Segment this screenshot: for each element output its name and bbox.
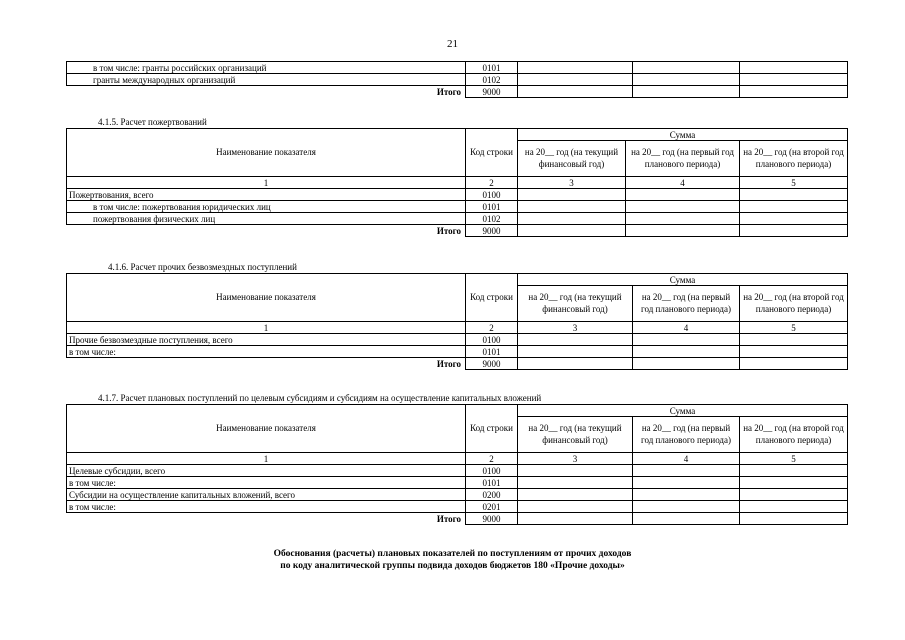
- value-cell[interactable]: [518, 189, 626, 201]
- header-sum: Сумма: [518, 274, 848, 286]
- value-cell[interactable]: [518, 346, 633, 358]
- section-title: 4.1.6. Расчет прочих безвозмездных поступлений: [108, 262, 297, 272]
- value-cell[interactable]: [518, 334, 633, 346]
- page-number: 21: [447, 38, 458, 50]
- col-number: 2: [466, 322, 518, 334]
- total-code: 9000: [466, 225, 518, 237]
- row-code: 0102: [466, 213, 518, 225]
- value-cell[interactable]: [518, 513, 633, 525]
- col-number: 2: [466, 453, 518, 465]
- header-code: Код строки: [466, 405, 518, 453]
- row-code: 0200: [466, 489, 518, 501]
- value-cell[interactable]: [633, 62, 740, 74]
- value-cell[interactable]: [518, 74, 633, 86]
- total-row: [67, 225, 848, 237]
- donations-table: [66, 128, 848, 237]
- header-code: Код строки: [466, 129, 518, 177]
- row-code: 0100: [466, 465, 518, 477]
- value-cell[interactable]: [633, 477, 740, 489]
- col-number: 2: [466, 177, 518, 189]
- row-name: в том числе: пожертвования юридических лиц: [67, 201, 466, 213]
- header-code: Код строки: [466, 274, 518, 322]
- total-code: 9000: [466, 86, 518, 98]
- value-cell[interactable]: [518, 358, 633, 370]
- col-number: 5: [740, 453, 848, 465]
- col-number: 3: [518, 322, 633, 334]
- value-cell[interactable]: [740, 489, 848, 501]
- col-number: 4: [633, 453, 740, 465]
- table-row: [67, 489, 848, 501]
- col-number: 3: [518, 177, 626, 189]
- row-name: Целевые субсидии, всего: [67, 465, 466, 477]
- total-label: Итого: [67, 513, 466, 525]
- row-code: 0101: [466, 346, 518, 358]
- grants-table: [66, 61, 848, 98]
- col-number: 3: [518, 453, 633, 465]
- section-title: 4.1.5. Расчет пожертвований: [98, 117, 207, 127]
- header-name: Наименование показателя: [67, 129, 466, 177]
- footer-heading-line1: Обоснования (расчеты) плановых показателей по поступлениям от прочих доходов: [273, 549, 632, 559]
- row-code: 0102: [466, 74, 518, 86]
- value-cell[interactable]: [633, 513, 740, 525]
- total-row: [67, 86, 848, 98]
- other-grants-table: [66, 273, 848, 370]
- total-code: 9000: [466, 513, 518, 525]
- total-label: Итого: [67, 86, 466, 98]
- col-number: 1: [67, 453, 466, 465]
- value-cell[interactable]: [740, 334, 848, 346]
- value-cell[interactable]: [518, 465, 633, 477]
- value-cell[interactable]: [518, 489, 633, 501]
- value-cell[interactable]: [633, 346, 740, 358]
- value-cell[interactable]: [626, 225, 740, 237]
- value-cell[interactable]: [740, 501, 848, 513]
- section-title: 4.1.7. Расчет плановых поступлений по целевым субсидиям и субсидиям на осуществление капитальных вложений: [98, 393, 542, 403]
- row-name: пожертвования физических лиц: [67, 213, 466, 225]
- header-name: Наименование показателя: [67, 405, 466, 453]
- value-cell[interactable]: [518, 225, 626, 237]
- col-number: 5: [740, 322, 848, 334]
- col-number: 4: [633, 322, 740, 334]
- row-name: гранты международных организаций: [67, 74, 466, 86]
- value-cell[interactable]: [740, 213, 848, 225]
- total-code: 9000: [466, 358, 518, 370]
- row-name: в том числе: гранты российских организаций: [67, 62, 466, 74]
- value-cell[interactable]: [633, 334, 740, 346]
- value-cell[interactable]: [740, 465, 848, 477]
- header-sum: Сумма: [518, 405, 848, 417]
- row-code: 0201: [466, 501, 518, 513]
- table-row: [67, 62, 848, 74]
- value-cell[interactable]: [740, 74, 848, 86]
- footer-heading: [0, 548, 905, 572]
- value-cell[interactable]: [518, 86, 633, 98]
- table-row: [67, 213, 848, 225]
- value-cell[interactable]: [626, 201, 740, 213]
- col-number: 1: [67, 322, 466, 334]
- table-row: [67, 346, 848, 358]
- total-row: [67, 513, 848, 525]
- header-col5: на 20__ год (на второй год планового периода): [740, 286, 848, 322]
- footer-heading-line2: по коду аналитической группы подвида доходов бюджетов 180 «Прочие доходы»: [280, 561, 625, 571]
- header-col3: на 20__ год (на текущий финансовый год): [518, 141, 626, 177]
- row-name: Прочие безвозмездные поступления, всего: [67, 334, 466, 346]
- header-col4: на 20__ год (на первый год планового периода): [633, 417, 740, 453]
- table-row: [67, 74, 848, 86]
- value-cell[interactable]: [518, 501, 633, 513]
- value-cell[interactable]: [740, 86, 848, 98]
- value-cell[interactable]: [633, 74, 740, 86]
- value-cell[interactable]: [626, 213, 740, 225]
- header-sum: Сумма: [518, 129, 848, 141]
- value-cell[interactable]: [633, 489, 740, 501]
- table-row: [67, 189, 848, 201]
- row-code: 0100: [466, 334, 518, 346]
- header-col4: на 20__ год (на первый год планового периода): [626, 141, 740, 177]
- row-name: в том числе:: [67, 477, 466, 489]
- row-code: 0100: [466, 189, 518, 201]
- table-row: [67, 501, 848, 513]
- value-cell[interactable]: [740, 358, 848, 370]
- header-col3: на 20__ год (на текущий финансовый год): [518, 417, 633, 453]
- value-cell[interactable]: [633, 358, 740, 370]
- table-row: [67, 465, 848, 477]
- row-code: 0101: [466, 201, 518, 213]
- table-row: [67, 334, 848, 346]
- total-label: Итого: [67, 225, 466, 237]
- value-cell[interactable]: [633, 501, 740, 513]
- header-col4: на 20__ год (на первый год планового периода): [633, 286, 740, 322]
- value-cell[interactable]: [518, 201, 626, 213]
- header-col5: на 20__ год (на второй год планового периода): [740, 141, 848, 177]
- header-col5: на 20__ год (на второй год планового периода): [740, 417, 848, 453]
- table-row: [67, 201, 848, 213]
- value-cell[interactable]: [740, 513, 848, 525]
- value-cell[interactable]: [740, 189, 848, 201]
- table-row: [67, 477, 848, 489]
- value-cell[interactable]: [740, 62, 848, 74]
- col-number: 4: [626, 177, 740, 189]
- value-cell[interactable]: [740, 346, 848, 358]
- header-name: Наименование показателя: [67, 274, 466, 322]
- value-cell[interactable]: [626, 189, 740, 201]
- value-cell[interactable]: [518, 477, 633, 489]
- col-number: 1: [67, 177, 466, 189]
- value-cell[interactable]: [740, 225, 848, 237]
- row-code: 0101: [466, 477, 518, 489]
- subsidies-table: [66, 404, 848, 525]
- row-name: в том числе:: [67, 346, 466, 358]
- row-name: в том числе:: [67, 501, 466, 513]
- value-cell[interactable]: [518, 213, 626, 225]
- header-col3: на 20__ год (на текущий финансовый год): [518, 286, 633, 322]
- value-cell[interactable]: [633, 465, 740, 477]
- total-label: Итого: [67, 358, 466, 370]
- row-name: Субсидии на осуществление капитальных вложений, всего: [67, 489, 466, 501]
- value-cell[interactable]: [740, 477, 848, 489]
- value-cell[interactable]: [740, 201, 848, 213]
- total-row: [67, 358, 848, 370]
- value-cell[interactable]: [633, 86, 740, 98]
- value-cell[interactable]: [518, 62, 633, 74]
- col-number: 5: [740, 177, 848, 189]
- row-code: 0101: [466, 62, 518, 74]
- row-name: Пожертвования, всего: [67, 189, 466, 201]
